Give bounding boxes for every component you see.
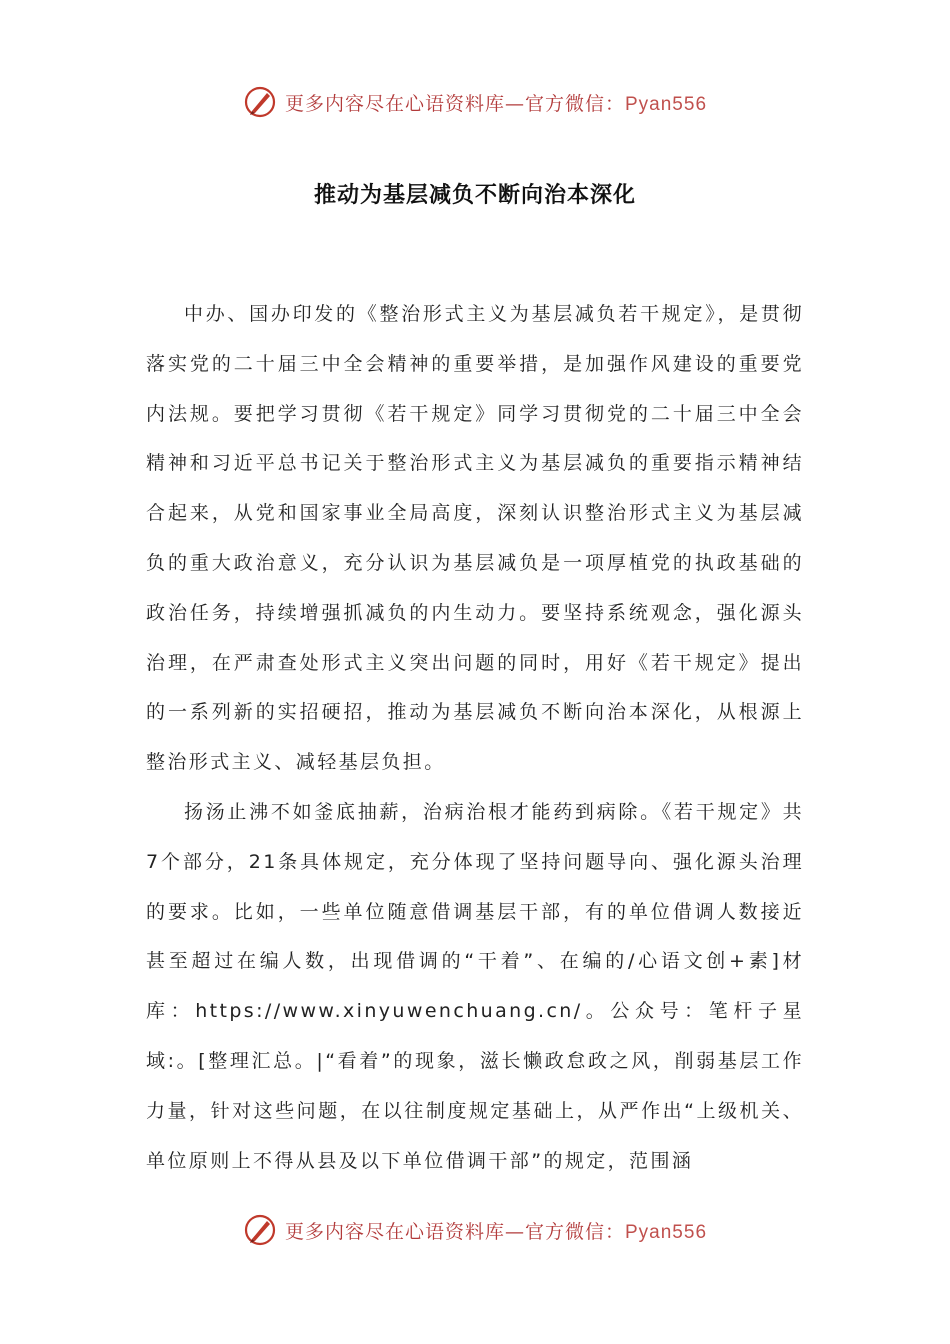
footer-watermark-text: 更多内容尽在心语资料库—官方微信：Pyan556 (284, 1220, 708, 1243)
pen-logo-icon (243, 1213, 277, 1247)
header-watermark-text: 更多内容尽在心语资料库—官方微信：Pyan556 (284, 92, 708, 115)
wechat-id: Pyan556 (625, 1221, 708, 1243)
header-watermark-banner (0, 82, 950, 122)
wechat-id: Pyan556 (625, 93, 708, 115)
document-body (146, 290, 804, 1186)
document-title: 推动为基层减负不断向治本深化 (313, 183, 636, 208)
paragraph-2: 扬汤止沸不如釜底抽薪，治病治根才能药到病除。《若干规定》共7个部分，21条具体规定，充分体现了坚持问题导向、强化源头治理的要求。比如，一些单位随意借调基层干部，有的单位借调人数接近甚至超过在编人数，出现借调的“干着”、在编的/心语文创+素]材库：https://www.xinyuwenchuang.cn/。公众号：笔杆子星域:。[整理汇总。|“看着”的现象，滋长懒政怠政之风，削弱基层工作力量，针对这些问题，在以往制度规定基础上，从严作出“上级机关、单位原则上不得从县及以下单位借调干部”的规定，范围涵 (146, 800, 804, 1172)
pen-logo-icon (243, 85, 277, 119)
paragraph-1: 中办、国办印发的《整治形式主义为基层减负若干规定》，是贯彻落实党的二十届三中全会精神的重要举措，是加强作风建设的重要党内法规。要把学习贯彻《若干规定》同学习贯彻党的二十届三中全会精神和习近平总书记关于整治形式主义为基层减负的重要指示精神结合起来，从党和国家事业全局高度，深刻认识整治形式主义为基层减负的重大政治意义，充分认识为基层减负是一项厚植党的执政基础的政治任务，持续增强抓减负的内生动力。要坚持系统观念，强化源头治理，在严肃查处形式主义突出问题的同时，用好《若干规定》提出的一系列新的实招硬招，推动为基层减负不断向治本深化，从根源上整治形式主义、减轻基层负担。 (146, 303, 804, 774)
footer-watermark-banner (0, 1210, 950, 1250)
